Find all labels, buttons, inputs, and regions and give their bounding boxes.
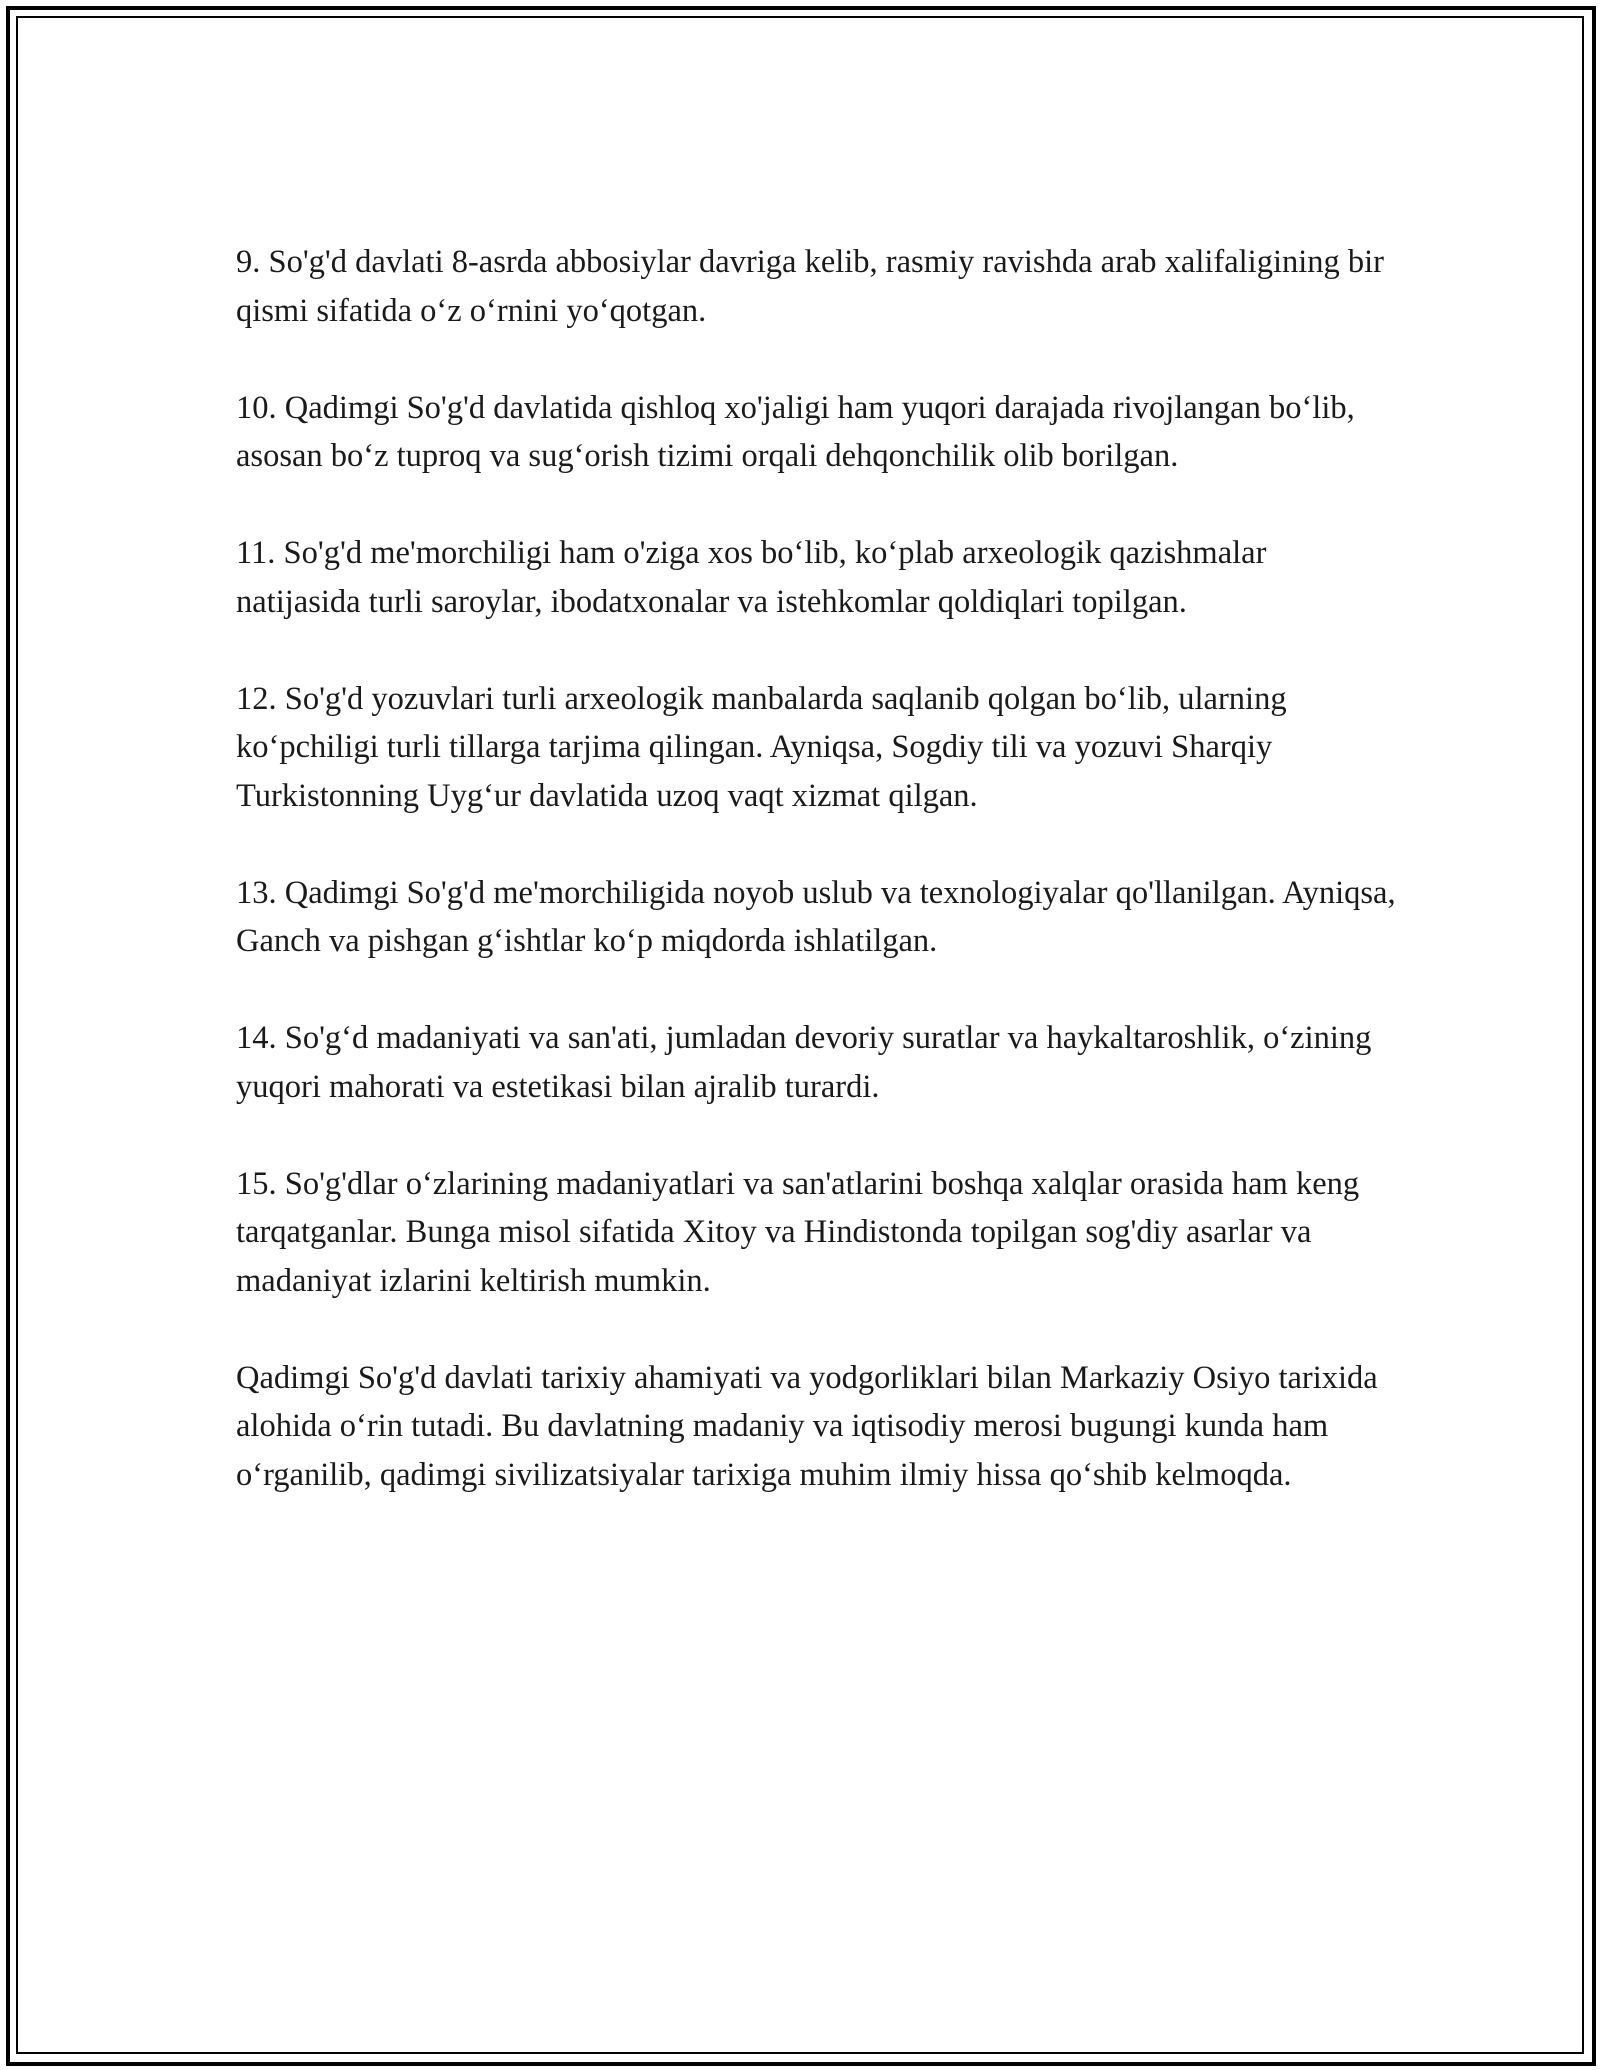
paragraph-item-9: 9. So'g'd davlati 8-asrda abbosiylar davriga kelib, rasmiy ravishda arab xalifaligining bir qismi sifatida o‘z o‘rnini yo‘qotgan. <box>236 244 1384 329</box>
paragraph-item-14: 14. So'g‘d madaniyati va san'ati, jumladan devoriy suratlar va haykaltaroshlik, o‘zining yuqori mahorati va estetikasi bilan ajralib turardi. <box>236 1020 1372 1105</box>
paragraph-item-15: 15. So'g'dlar o‘zlarining madaniyatlari va san'atlarini boshqa xalqlar orasida ham keng tarqatganlar. Bunga misol sifatida Xitoy va Hindistonda topilgan sog'diy asarlar va madaniyat izlarini keltirish mumkin. <box>236 1165 1360 1299</box>
paragraph-item-13: 13. Qadimgi So'g'd me'morchiligida noyob uslub va texnologiyalar qo'llanilgan. Ayniqsa, Ganch va pishgan g‘ishtlar ko‘p miqdorda ishlatilgan. <box>236 874 1396 959</box>
conclusion-paragraph: Qadimgi So'g'd davlati tarixiy ahamiyati va yodgorliklari bilan Markaziy Osiyo tarixida alohida o‘rin tutadi. Bu davlatning madaniy va iqtisodiy merosi bugungi kunda ham o‘rganilib, qadimgi sivilizatsiyalar tarixiga muhim ilmiy hissa qo‘shib kelmoqda. <box>236 1359 1378 1493</box>
paragraph-item-10: 10. Qadimgi So'g'd davlatida qishloq xo'jaligi ham yuqori darajada rivojlangan bo‘lib, asosan bo‘z tuproq va sug‘orish tizimi orqali dehqonchilik olib borilgan. <box>236 389 1355 474</box>
paragraph-item-11: 11. So'g'd me'morchiligi ham o'ziga xos bo‘lib, ko‘plab arxeologik qazishmalar natijasida turli saroylar, ibodatxonalar va istehkomlar qoldiqlari topilgan. <box>236 535 1267 620</box>
paragraph-item-12: 12. So'g'd yozuvlari turli arxeologik manbalarda saqlanib qolgan bo‘lib, ularning ko‘pchiligi turli tillarga tarjima qilingan. Ayniqsa, Sogdiy tili va yozuvi Sharqiy Turkistonning Uyg‘ur davlatida uzoq vaqt xizmat qilgan. <box>236 680 1287 814</box>
document-body <box>236 238 1396 1499</box>
